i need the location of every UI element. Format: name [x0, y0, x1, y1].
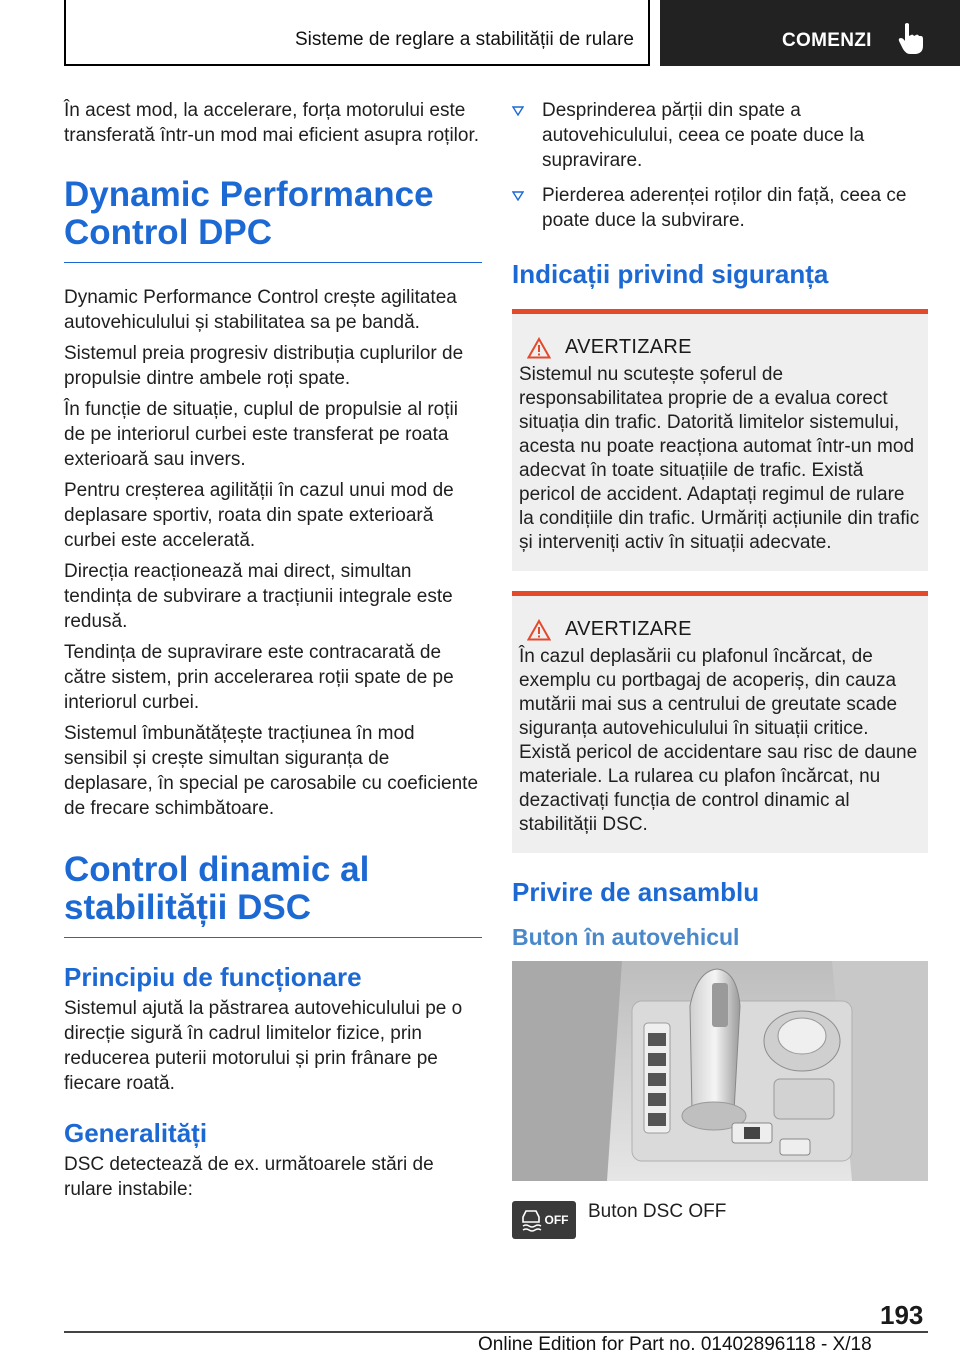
edition-note: Online Edition for Part no. 01402896118 - X/18	[478, 1334, 872, 1355]
warning-title	[527, 618, 920, 641]
header-section	[66, 0, 650, 66]
warning-text: În cazul deplasării cu plafonul încărcat, de exemplu cu portbagaj de acoperiș, din cauza mutării mai sus a centrului de greutate scade siguranța autovehiculului în situații critice. Există pericol de accidentare sau risc de daune materiale. La rularea cu plafon încărcat, nu dezactivați funcția de control dinamic al stabilității DSC.	[519, 646, 918, 835]
list-item	[512, 98, 928, 173]
dpc-paragraph: Dynamic Performance Control crește agilitatea autovehiculului și stabilitatea sa pe bandă.	[64, 287, 457, 333]
car-skid-icon	[520, 1207, 542, 1233]
warning-label: AVERTIZARE	[565, 618, 692, 640]
triangle-bullet-icon	[512, 191, 524, 201]
warning-triangle-icon	[527, 337, 551, 359]
dpc-paragraph: Sistemul îmbunătățește tracțiunea în mod sensibil și crește simultan siguranța de deplasare, în special pe carosabile cu coeficiente de frecare schimbătoare.	[64, 723, 479, 819]
page-number: 193	[880, 1300, 924, 1330]
warning-box	[512, 309, 928, 571]
overview-heading: Privire de ansamblu	[512, 877, 760, 907]
dpc-paragraph: Sistemul preia progresiv distribuția cuplurilor de propulsie dintre ambele roți spate.	[64, 343, 464, 389]
center-console-photo	[512, 961, 928, 1181]
hand-pointer-icon	[896, 22, 926, 56]
button-heading: Buton în autovehicul	[512, 924, 740, 950]
warning-text: Sistemul nu scutește șoferul de responsabilitatea proprie de a evalua corect situația din trafic. Datorită limitelor sistemului, acesta nu poate reacționa automat într-un mod adecvat în toate situațiile de trafic. Există pericol de accident. Adaptați regimul de rulare la condițiile din trafic. Urmăriți acțiunile din trafic și interveniți activ în situații adecvate.	[519, 364, 920, 553]
warning-triangle-icon	[527, 619, 551, 641]
principle-heading: Principiu de funcționare	[64, 962, 362, 992]
safety-heading: Indicații privind siguranța	[512, 259, 829, 289]
general-heading: Generalități	[64, 1118, 208, 1148]
right-column	[512, 98, 928, 1239]
footer-rule	[64, 1331, 928, 1333]
dpc-heading: Dynamic Performance Control DPC	[64, 176, 482, 263]
dpc-paragraph: Pentru creșterea agilității în cazul unui mod de deplasare sportiv, roata din spate exterioară curbei este accelerată.	[64, 480, 454, 551]
dsc-off-label: Buton DSC OFF	[588, 1201, 727, 1222]
triangle-bullet-icon	[512, 106, 524, 116]
intro-paragraph: În acest mod, la accelerare, forța motorului este transferată într-un mod mai eficient asupra roților.	[64, 100, 480, 146]
center-console-illustration	[512, 961, 928, 1181]
dsc-button-row	[512, 1201, 928, 1239]
left-column	[64, 98, 482, 1208]
list-item-text: Pierderea aderenței roților din față, ceea ce poate duce la subvirare.	[542, 185, 907, 231]
principle-paragraph: Sistemul ajută la păstrarea autovehiculului pe o direcție sigură în cadrul limitelor fizice, prin reducerea puterii motorului și prin frânare pe fiecare roată.	[64, 998, 463, 1094]
dsc-off-button[interactable]	[512, 1201, 576, 1239]
chapter-tab[interactable]	[660, 0, 960, 66]
chapter-tab-label: COMENZI	[782, 30, 872, 51]
dpc-paragraph: Tendința de supravirare este contracarată de către sistem, prin accelerarea roții spate de pe interiorul curbei.	[64, 642, 454, 713]
list-item	[512, 183, 928, 233]
warning-box	[512, 591, 928, 853]
warning-label: AVERTIZARE	[565, 336, 692, 358]
dsc-heading: Control dinamic al stabilității DSC	[64, 851, 482, 938]
warning-title	[527, 336, 920, 359]
section-title: Sisteme de reglare a stabilității de rulare	[294, 29, 634, 50]
dpc-paragraph: În funcție de situație, cuplul de propulsie al roții de pe interiorul curbei este transferat pe roata exterioară sau invers.	[64, 399, 458, 470]
dpc-paragraph: Direcția reacționează mai direct, simultan tendința de subvirare a tracțiunii integrale este redusă.	[64, 561, 453, 632]
list-item-text: Desprinderea părții din spate a autovehiculului, ceea ce poate duce la supravirare.	[542, 100, 865, 171]
general-paragraph: DSC detectează de ex. următoarele stări de rulare instabile:	[64, 1154, 434, 1200]
dsc-off-icon-text: OFF	[544, 1213, 569, 1227]
